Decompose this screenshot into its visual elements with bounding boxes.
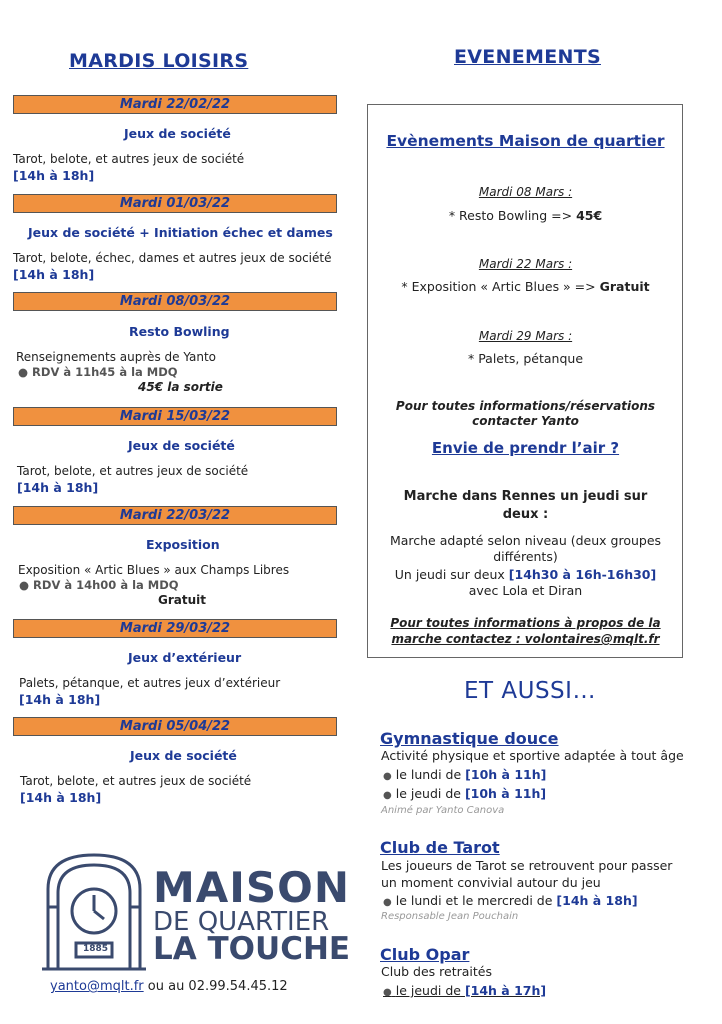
events-info-line-2: contacter Yanto	[472, 414, 579, 428]
event-bullet: ● RDV à 14h00 à la MDQ	[19, 578, 179, 592]
opar-day: le jeudi de	[395, 983, 461, 998]
events-item-date: Mardi 08 Mars :	[478, 185, 573, 199]
event-description: Tarot, belote, échec, dames et autres jeux de société	[13, 251, 332, 265]
event-description: Tarot, belote, et autres jeux de société	[13, 152, 245, 166]
tarot-line	[383, 893, 638, 908]
event-price: Gratuit	[158, 593, 206, 607]
gym-line-2	[383, 786, 546, 801]
maison-de-quartier-logo	[38, 849, 351, 974]
bullet-icon: ●	[383, 771, 392, 782]
tarot-desc-1: Les joueurs de Tarot se retrouvent pour passer	[381, 858, 673, 873]
marche-when-text: Un jeudi sur deux	[394, 567, 505, 582]
footer-contact	[50, 979, 288, 994]
events-subheading: Envie de prendr l’air ?	[431, 439, 620, 457]
events-item-date: Mardi 29 Mars :	[478, 329, 573, 343]
marche-contact-line-1: Pour toutes informations à propos de la	[390, 616, 661, 630]
event-date-bar: Mardi 29/03/22	[13, 619, 337, 638]
marche-hours: [14h30 à 16h-16h30]	[508, 567, 657, 582]
gym-desc: Activité physique et sportive adaptée à tout âge	[381, 748, 684, 763]
bullet-icon: ●	[383, 790, 392, 801]
event-description: Exposition « Artic Blues » aux Champs Libres	[18, 563, 290, 577]
event-rdv: RDV à 11h45 à la MDQ	[32, 365, 178, 379]
opar-desc: Club des retraités	[381, 964, 492, 979]
event-date-bar: Mardi 22/02/22	[13, 95, 337, 114]
tarot-days: le lundi et le mercredi de	[395, 893, 553, 908]
event-hours: [14h à 18h]	[13, 267, 95, 282]
clock-tower-icon	[38, 849, 150, 974]
marche-title-line-2: deux :	[502, 507, 549, 522]
event-category: Jeux de société + Initiation échec et dames	[28, 225, 333, 240]
footer-email-link[interactable]: yanto@mqlt.fr	[50, 979, 144, 994]
gym-hours-1: [10h à 11h]	[465, 767, 547, 782]
event-category: Resto Bowling	[129, 324, 230, 339]
gym-hours-2: [10h à 11h]	[464, 786, 547, 801]
event-description: Renseignements auprès de Yanto	[16, 350, 217, 364]
events-box-heading: Evènements Maison de quartier	[386, 132, 665, 150]
marche-desc-line-2: différents)	[493, 549, 558, 564]
event-rdv: RDV à 14h00 à la MDQ	[33, 578, 179, 592]
opar-hours: [14h à 17h]	[464, 983, 547, 998]
tarot-desc-2: un moment convivial autour du jeu	[381, 875, 601, 890]
event-hours: [14h à 18h]	[20, 790, 102, 805]
marche-desc-line-1: Marche adapté selon niveau (deux groupes	[389, 533, 662, 548]
events-item-text: * Resto Bowling =>	[448, 208, 573, 223]
event-price: 45€ la sortie	[138, 380, 223, 394]
gym-day-1: le lundi de	[395, 767, 462, 782]
events-item-text: * Palets, pétanque	[467, 351, 584, 366]
right-column-title: EVENEMENTS	[454, 46, 601, 68]
marche-contact-line-2[interactable]: marche contactez : volontaires@mqlt.fr	[391, 632, 660, 646]
gym-title: Gymnastique douce	[380, 729, 559, 748]
event-category: Jeux de société	[124, 126, 231, 141]
events-item-line	[367, 351, 684, 366]
marche-title-line-1: Marche dans Rennes un jeudi sur	[403, 489, 648, 504]
event-description: Palets, pétanque, et autres jeux d’extérieur	[19, 676, 281, 690]
opar-line	[383, 983, 546, 998]
gym-credit: Animé par Yanto Canova	[381, 805, 505, 816]
event-date-bar: Mardi 01/03/22	[13, 194, 337, 213]
et-aussi-heading: ET AUSSI…	[464, 678, 596, 704]
logo-line-2: DE QUARTIER	[153, 907, 330, 937]
event-hours: [14h à 18h]	[13, 168, 95, 183]
gym-day-2: le jeudi de	[395, 786, 461, 801]
events-item-date: Mardi 22 Mars :	[478, 257, 573, 271]
events-item-value: 45€	[576, 208, 603, 223]
event-category: Jeux de société	[128, 438, 235, 453]
event-date-bar: Mardi 15/03/22	[13, 407, 337, 426]
event-category: Jeux d’extérieur	[128, 650, 242, 665]
event-category: Exposition	[146, 537, 220, 552]
event-description: Tarot, belote, et autres jeux de société	[20, 774, 252, 788]
logo-line-3: LA TOUCHE	[153, 931, 351, 967]
event-date-bar: Mardi 22/03/22	[13, 506, 337, 525]
event-hours: [14h à 18h]	[17, 480, 99, 495]
tarot-credit: Responsable Jean Pouchain	[381, 911, 519, 922]
marche-when	[367, 567, 684, 582]
footer-phone: ou au 02.99.54.45.12	[143, 979, 288, 994]
logo-year: 1885	[83, 944, 109, 954]
bullet-icon: ●	[383, 987, 392, 998]
tarot-hours: [14h à 18h]	[556, 893, 638, 908]
events-item-text: * Exposition « Artic Blues » =>	[401, 279, 596, 294]
events-item-line	[367, 208, 684, 223]
left-column-title: MARDIS LOISIRS	[69, 50, 249, 72]
logo-line-1: MAISON	[153, 863, 351, 912]
gym-line-1	[383, 767, 546, 782]
event-date-bar: Mardi 08/03/22	[13, 292, 337, 311]
events-item-line	[367, 279, 684, 294]
tarot-title: Club de Tarot	[380, 838, 500, 857]
event-bullet: ● RDV à 11h45 à la MDQ	[18, 365, 178, 379]
events-info-line-1: Pour toutes informations/réservations	[395, 399, 656, 413]
event-category: Jeux de société	[130, 748, 237, 763]
marche-with: avec Lola et Diran	[468, 583, 583, 598]
bullet-icon: ●	[383, 897, 392, 908]
event-hours: [14h à 18h]	[19, 692, 101, 707]
opar-title: Club Opar	[380, 945, 470, 964]
events-item-value: Gratuit	[599, 279, 650, 294]
event-description: Tarot, belote, et autres jeux de société	[17, 464, 249, 478]
event-date-bar: Mardi 05/04/22	[13, 717, 337, 736]
